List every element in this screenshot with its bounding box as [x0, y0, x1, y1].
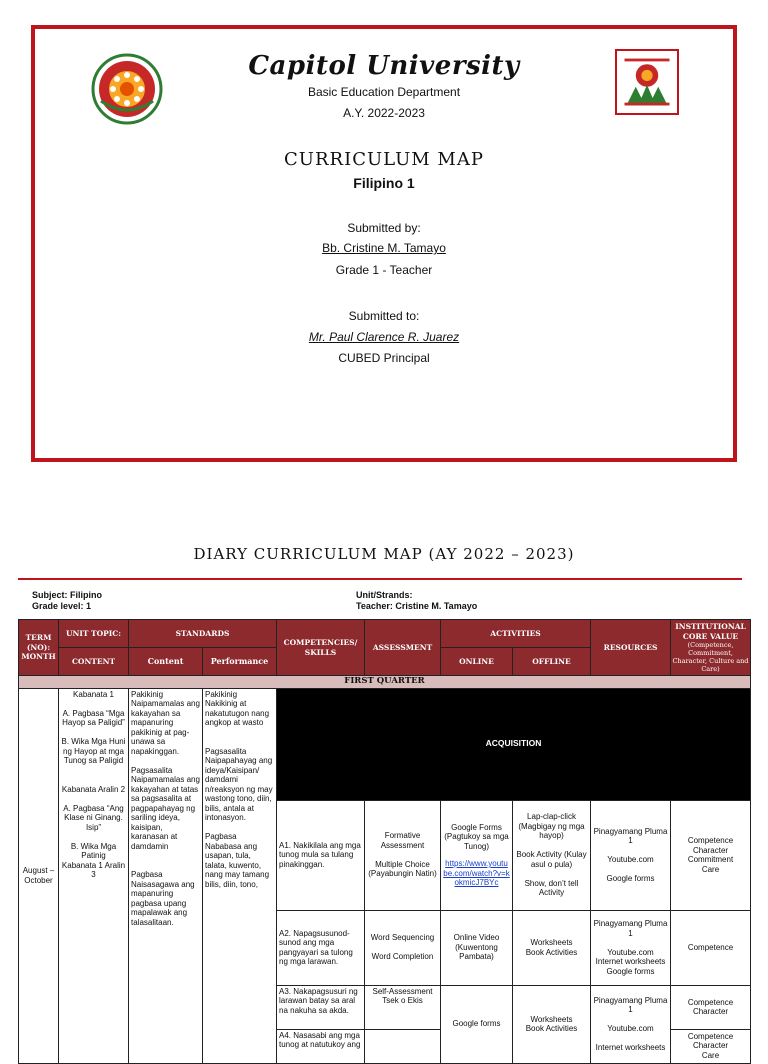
- assessment-cell: [365, 1029, 441, 1063]
- header-standard-performance: Performance: [203, 648, 277, 676]
- teacher-role: Grade 1 - Teacher: [335, 263, 433, 277]
- competency-cell: A2. Napagsusunod-sunod ang mga pangyayari sa tulong ng mga larawan.: [277, 910, 365, 985]
- teacher-name: Bb. Cristine M. Tamayo: [322, 241, 446, 255]
- title-divider: [18, 578, 742, 580]
- cover-page: [31, 25, 737, 462]
- competency-cell: A1. Nakikilala ang mga tunog mula sa tulang pinakinggan.: [277, 800, 365, 910]
- curriculum-map-title: CURRICULUM MAP: [284, 149, 484, 170]
- assessment-cell: Self-Assessment Tsek o Ekis: [365, 985, 441, 1029]
- unit-line: Unit/Strands:: [356, 590, 413, 600]
- online-activity: Google Forms (Pagtukoy sa mga Tunog): [444, 822, 509, 851]
- quarter-row: [19, 676, 751, 689]
- core-value-cell: Competence Character Care: [671, 1029, 751, 1063]
- core-value-cell: Competence Character Commitment Care: [671, 800, 751, 910]
- online-cell: Online Video (Kuwentong Pambata): [441, 910, 513, 985]
- quarter-label: FIRST QUARTER: [19, 676, 751, 689]
- header-standards: STANDARDS: [129, 620, 277, 648]
- online-cell: Google forms: [441, 985, 513, 1063]
- submitted-by-label: Submitted by:: [347, 221, 421, 235]
- core-value-cell: Competence Character: [671, 985, 751, 1029]
- principal-name: Mr. Paul Clarence R. Juarez: [308, 330, 460, 344]
- offline-cell: Worksheets Book Activities: [513, 910, 591, 985]
- content-standard-cell: Pakikinig Naipamamalas ang kakayahan sa mapanuring pakikinig at pag-unawa sa napakinggan. Pagsasalita Naipamamalas ang kakayahan at tatas sa pagsasalita at pagpapahayag ng sariling ideya, kaisipan, karanasan at damdamin Pagbasa Naisasagawa ang mapanuring pagbasa upang mapalawak ang talasalitaan.: [129, 688, 203, 1063]
- online-cell: [441, 800, 513, 910]
- resources-cell: Pinagyamang Pluma 1 Youtube.com Internet worksheets Google forms: [591, 910, 671, 985]
- teacher-meta: [356, 590, 477, 612]
- submitted-to-label: Submitted to:: [348, 309, 420, 323]
- department-name: Basic Education Department: [307, 85, 461, 99]
- subject-meta: [32, 590, 102, 612]
- grade-line: Grade level: 1: [32, 601, 92, 611]
- header-offline: OFFLINE: [513, 648, 591, 676]
- header-term: TERM (NO): MONTH: [19, 620, 59, 676]
- header-activities: ACTIVITIES: [441, 620, 591, 648]
- header-content: CONTENT: [59, 648, 129, 676]
- header-standard-content: Content: [129, 648, 203, 676]
- subject-title: Filipino 1: [353, 175, 415, 191]
- table-row: [19, 688, 751, 800]
- basic-education-department-logo-icon: [615, 49, 679, 115]
- header-competencies: COMPETENCIES/ SKILLS: [277, 620, 365, 676]
- competency-cell: A4. Nasasabi ang mga tunog at natutukoy ang: [277, 1029, 365, 1063]
- performance-standard-cell: Pakikinig Nakikinig at nakatutugon nang angkop at wasto Pagsasalita Naipapahayag ang ideya/Kaisipan/ damdami n/reaksyon ng may wastong tono, diin, bilis, antala at intonasyon. Pagbasa Nababasa ang usapan, tula, talata, kuwento, nang may tamang bilis, diin, tono,: [203, 688, 277, 1063]
- curriculum-map-table: [18, 619, 751, 1064]
- resources-cell: Pinagyamang Pluma 1 Youtube.com Internet worksheets: [591, 985, 671, 1063]
- header-assessment: ASSESSMENT: [365, 620, 441, 676]
- assessment-cell: Word Sequencing Word Completion: [365, 910, 441, 985]
- competency-cell: A3. Nakapagsusuri ng larawan batay sa aral na nakuha sa akda.: [277, 985, 365, 1029]
- assessment-cell: Formative Assessment Multiple Choice (Payabungin Natin): [365, 800, 441, 910]
- header-online: ONLINE: [441, 648, 513, 676]
- core-value-cell: Competence: [671, 910, 751, 985]
- header-unit-topic: UNIT TOPIC:: [59, 620, 129, 648]
- principal-role: CUBED Principal: [338, 351, 430, 365]
- academic-year: A.Y. 2022-2023: [343, 106, 425, 120]
- university-name: Capitol University: [248, 51, 520, 81]
- unit-content-cell: Kabanata 1 A. Pagbasa “Mga Hayop sa Paligid” B. Wika Mga Huni ng Hayop at mga Tunog sa Paligid Kabanata Aralin 2 A. Pagbasa “Ang Klase ni Ginang. Isip” B. Wika Mga Patinig Kabanata 1 Aralin 3: [59, 688, 129, 1063]
- teacher-line: Teacher: Cristine M. Tamayo: [356, 601, 478, 611]
- youtube-link[interactable]: https://www.youtube.com/watch?v=kokmicJ7BYc: [443, 859, 510, 887]
- core-value-title: INSTITUTIONAL CORE VALUE: [675, 622, 746, 641]
- offline-cell: Worksheets Book Activities: [513, 985, 591, 1063]
- term-cell: August – October: [19, 688, 59, 1063]
- header-core-value: [671, 620, 751, 676]
- diary-map-title: DIARY CURRICULUM MAP (AY 2022 – 2023): [193, 545, 575, 563]
- core-value-note: (Competence, Commitment, Character, Culture and Care): [672, 641, 749, 673]
- subject-line: Subject: Filipino: [32, 590, 102, 600]
- acquisition-label: ACQUISITION: [277, 688, 751, 800]
- header-resources: RESOURCES: [591, 620, 671, 676]
- resources-cell: Pinagyamang Pluma 1 Youtube.com Google forms: [591, 800, 671, 910]
- offline-cell: Lap-clap-click (Magbigay ng mga hayop) Book Activity (Kulay asul o pula) Show, don’t tell Activity: [513, 800, 591, 910]
